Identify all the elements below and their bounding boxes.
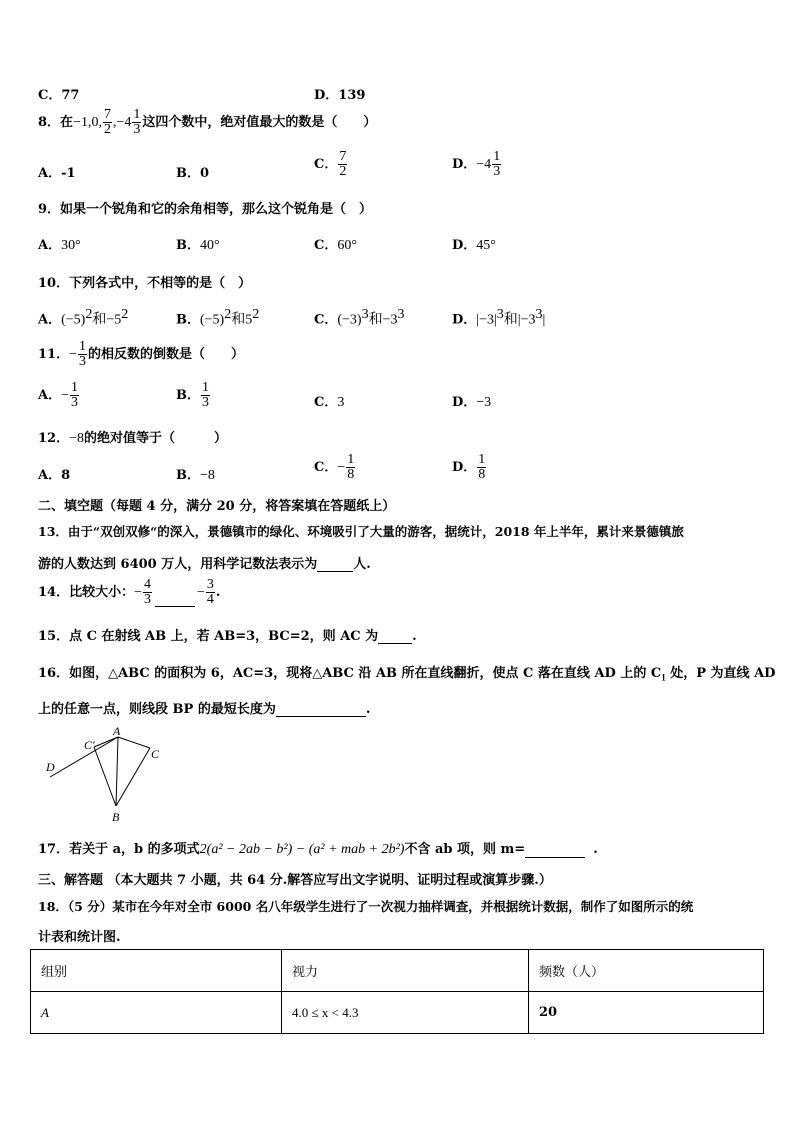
table-header-row	[31, 950, 764, 992]
geometry-figure	[40, 722, 180, 832]
segment-ac1	[94, 737, 118, 747]
question-12-stem: 12．−8的绝对值等于（ ）	[38, 431, 228, 446]
label-c-prime: C′	[84, 738, 95, 752]
question-18-line2: 计表和统计图.	[38, 930, 121, 945]
cell-vision: 4.0 ≤ x < 4.3	[282, 992, 529, 1034]
q12-option-b: B．−8	[176, 468, 215, 483]
q10-option-d: D．$|-3|^3$和$|-3^3|$	[452, 307, 546, 328]
q11-option-a: A．− $\frac{1}{3}$	[38, 380, 78, 410]
cell-frequency: 20	[529, 992, 764, 1034]
question-8-stem: 8．在−1,0, $\frac{7}{2}$ ,−4 $\frac{1}{3}$ 这四个数中，绝对值最大的数是（ ）	[38, 107, 377, 137]
q12-option-a: A．8	[38, 468, 71, 483]
q9-option-a: A．30°	[38, 238, 81, 253]
cell-group: A	[31, 992, 282, 1034]
q7-option-d: D．139	[314, 88, 366, 103]
q9-option-b: B．40°	[176, 238, 220, 253]
header-frequency: 频数（人）	[529, 950, 764, 992]
segment-cb	[116, 748, 150, 806]
question-18-line1: 18．（5 分）某市在今年对全市 6000 名八年级学生进行了一次视力抽样调查，并根据统计数据，制作了如图所示的统	[38, 899, 694, 914]
header-vision: 视力	[282, 950, 529, 992]
q10-option-c: C．$(-3)^3$和$-3^3$	[314, 307, 405, 328]
question-16-line1: 16．如图，△ABC 的面积为 6，AC=3，现将△ABC 沿 AB 所在直线翻折，使点 C 落在直线 AD 上的 $C_1$ 处，P 为直线 AD	[38, 666, 776, 683]
segment-ac	[118, 737, 150, 748]
question-11-stem: 11．− $\frac{1}{3}$ 的相反数的倒数是（ ）	[38, 339, 245, 369]
q11-option-b: B． $\frac{1}{3}$	[176, 380, 209, 410]
question-9-stem: 9．如果一个锐角和它的余角相等，那么这个锐角是（ ）	[38, 202, 373, 217]
q12-option-c: C．− $\frac{1}{8}$	[314, 452, 355, 482]
q8-option-c: C． $\frac{7}{2}$	[314, 149, 347, 179]
q11-option-d: D．−3	[452, 395, 492, 410]
q8-option-b: B．0	[176, 166, 210, 181]
question-14: 14．比较大小：− $\frac{4}{3}$ − $\frac{3}{4}$ .	[38, 577, 221, 607]
question-15: 15．点 C 在射线 AB 上，若 AB=3，BC=2，则 AC 为 .	[38, 629, 417, 644]
label-a: A	[113, 724, 121, 738]
section-2-heading: 二、填空题（每题 4 分，满分 20 分，将答案填在答题纸上）	[38, 499, 396, 514]
q8-option-a: A．-1	[38, 166, 76, 181]
q10-option-b: B．$(-5)^2$和$5^2$	[176, 307, 260, 328]
q11-option-c: C．3	[314, 395, 345, 410]
question-10-stem: 10．下列各式中，不相等的是（ ）	[38, 276, 252, 291]
segment-c1b	[94, 747, 116, 806]
segment-ab	[116, 737, 118, 806]
q12-option-d: D． $\frac{1}{8}$	[452, 452, 486, 482]
section-3-heading: 三、解答题 （本大题共 7 小题，共 64 分.解答应写出文字说明、证明过程或演算步骤.）	[38, 873, 552, 888]
question-13-line2: 游的人数达到 6400 万人，用科学记数法表示为 人.	[38, 557, 371, 572]
question-13-line1: 13．由于“双创双修“的深入，景德镇市的绿化、环境吸引了大量的游客，据统计，2018 年上半年，累计来景德镇旅	[38, 524, 684, 539]
label-d: D	[46, 760, 55, 774]
q8-option-d: D．−4 $\frac{1}{3}$	[452, 149, 501, 179]
table-row	[31, 992, 764, 1034]
q7-option-c: C．77	[38, 88, 80, 103]
question-17: 17．若关于 a，b 的多项式2(a² − 2ab − b²) − (a² + mab + 2b²)不含 ab 项，则 m= .	[38, 842, 598, 857]
label-c: C	[151, 747, 160, 761]
q9-option-d: D．45°	[452, 238, 496, 253]
vision-table	[30, 949, 764, 1034]
q10-option-a: A．$(-5)^2$和$-5^2$	[38, 307, 129, 328]
question-16-line2: 上的任意一点，则线段 BP 的最短长度为 .	[38, 702, 371, 717]
q9-option-c: C．60°	[314, 238, 357, 253]
label-b: B	[112, 810, 120, 824]
header-group: 组别	[31, 950, 282, 992]
